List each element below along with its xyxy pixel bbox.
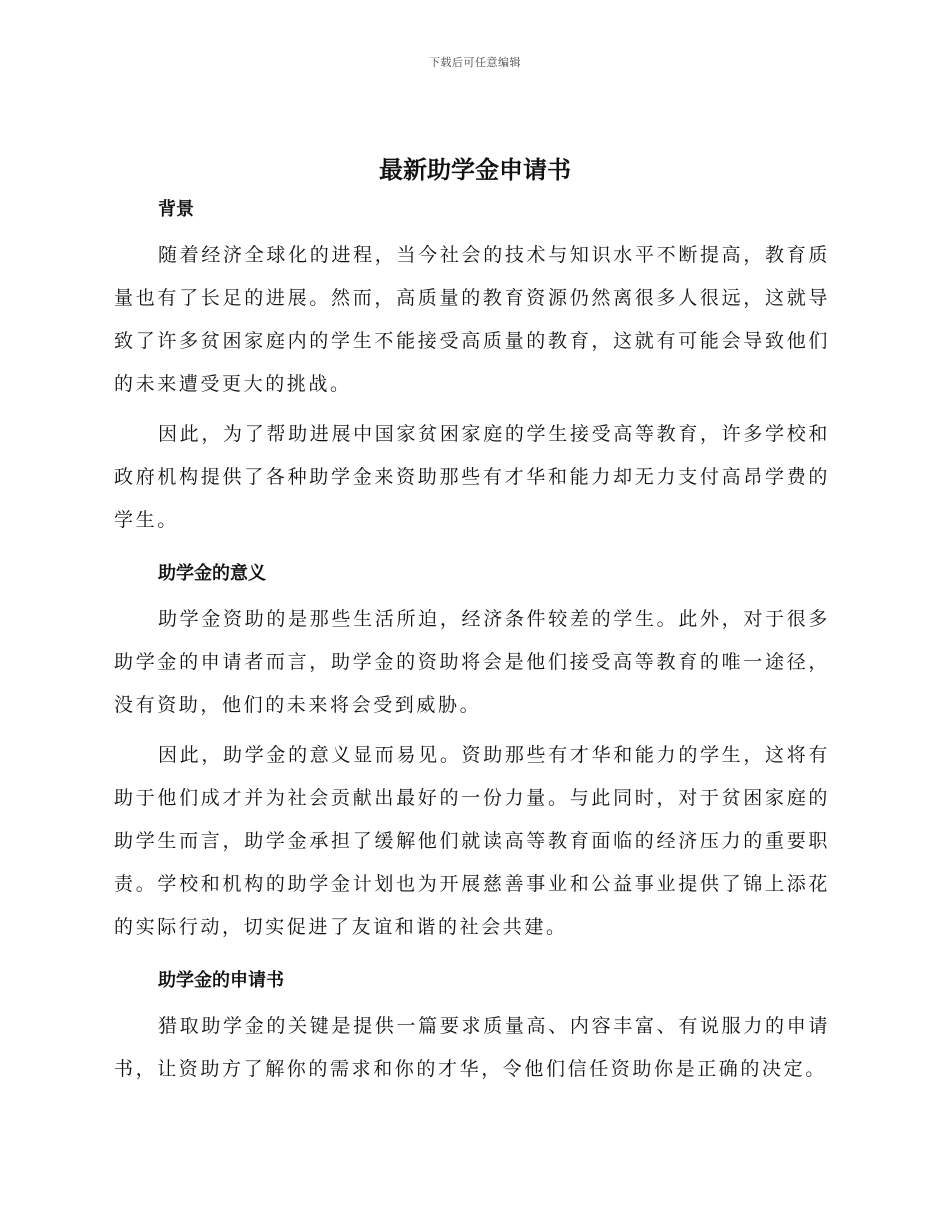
document-title: 最新助学金申请书 (379, 156, 571, 184)
paragraph: 猎取助学金的关键是提供一篇要求质量高、内容丰富、有说服力的申请书，让资助方了解你的需求和你的才华，令他们信任资助你是正确的决定。 (114, 1015, 830, 1080)
section-heading-background: 背景 (158, 199, 194, 220)
page-header-note: 下载后可任意编辑 (429, 56, 521, 69)
paragraph: 助学金资助的是那些生活所迫，经济条件较差的学生。此外，对于很多助学金的申请者而言，助学金的资助将会是他们接受高等教育的唯一途径，没有资助，他们的未来将会受到威胁。 (114, 608, 830, 716)
section-heading-significance: 助学金的意义 (158, 563, 266, 584)
paragraph: 因此，为了帮助进展中国家贫困家庭的学生接受高等教育，许多学校和政府机构提供了各种助学金来资助那些有才华和能力却无力支付高昂学费的学生。 (114, 423, 830, 531)
paragraph: 因此，助学金的意义显而易见。资助那些有才华和能力的学生，这将有助于他们成才并为社会贡献出最好的一份力量。与此同时，对于贫困家庭的助学生而言，助学金承担了缓解他们就读高等教育面临的经济压力的重要职责。学校和机构的助学金计划也为开展慈善事业和公益事业提供了锦上添花的实际行动，切实促进了友谊和谐的社会共建。 (114, 744, 830, 938)
paragraph: 随着经济全球化的进程，当今社会的技术与知识水平不断提高，教育质量也有了长足的进展。然而，高质量的教育资源仍然离很多人很远，这就导致了许多贫困家庭内的学生不能接受高质量的教育，这就有可能会导致他们的未来遭受更大的挑战。 (114, 244, 830, 395)
section-heading-application: 助学金的申请书 (158, 970, 284, 991)
document-body (114, 192, 830, 1098)
